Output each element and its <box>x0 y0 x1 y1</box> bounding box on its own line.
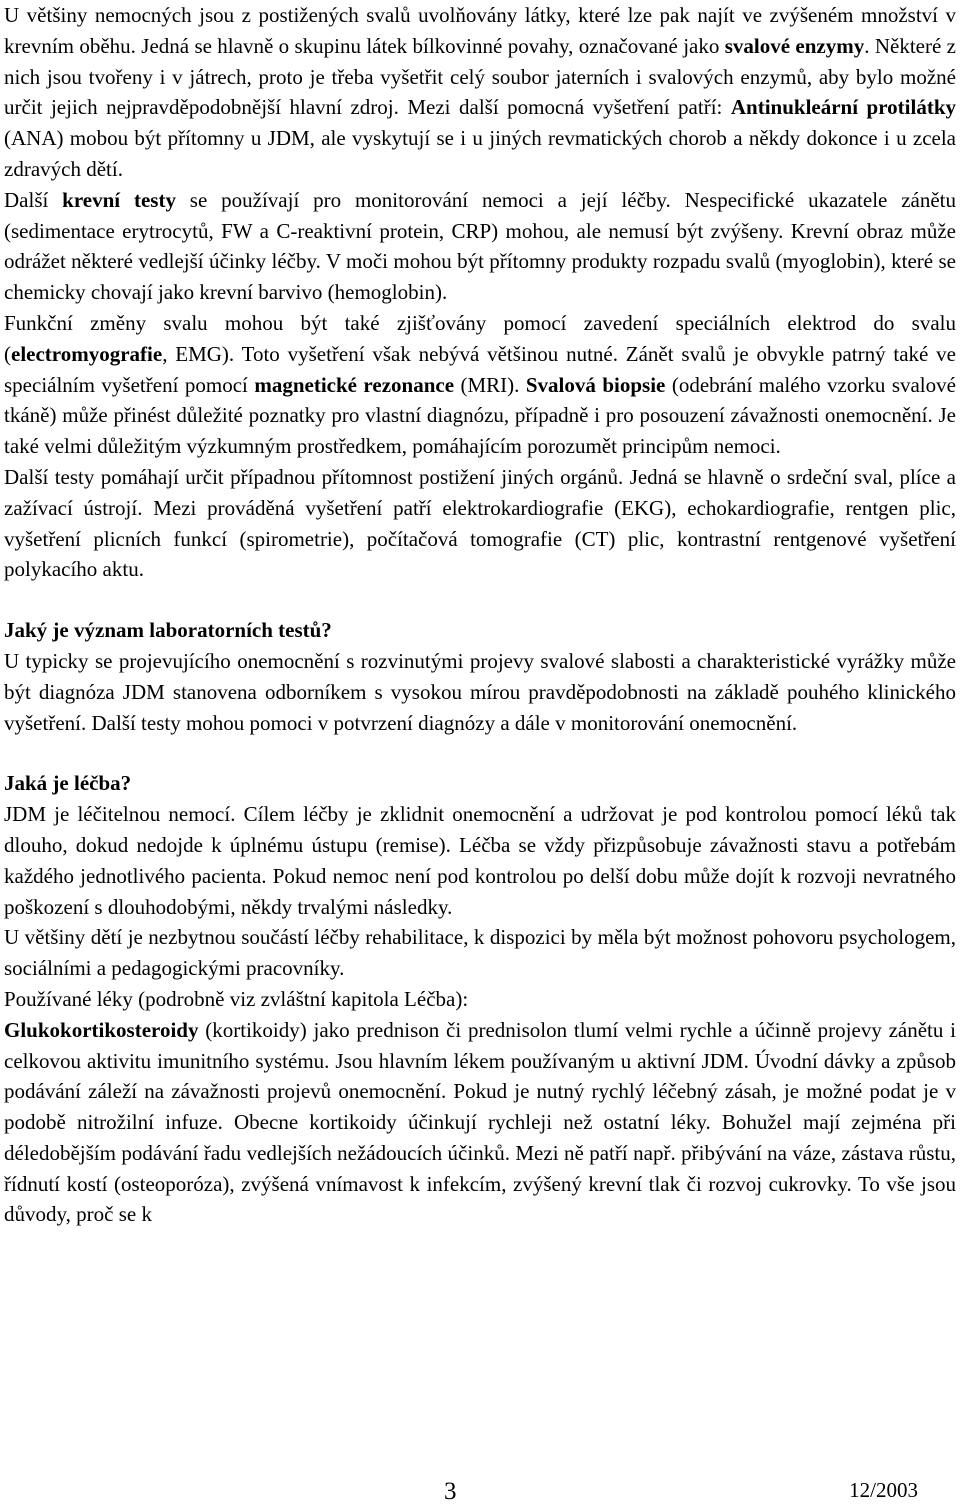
paragraph-other-organs: Další testy pomáhají určit případnou přítomnost postižení jiných orgánů. Jedná se hlavně o srdeční sval, plíce a zažívací ústrojí. Mezi prováděná vyšetření patří elektrokardiografie (EKG), echokardiografie, rentgen plic, vyšetření plicních funkcí (spirometrie), počítačová tomografie (CT) plic, kontrastní rentgenové vyšetření polykacího aktu. <box>4 464 956 582</box>
text: (MRI). <box>454 372 526 397</box>
paragraph-drugs-intro: Používané léky (podrobně viz zvláštní kapitola Léčba): <box>4 986 469 1011</box>
text: . Některé z nich jsou tvořeny i v játrech, proto je třeba vyšetřit celý soubor jaterních i svalových enzymů, aby bylo možné určit jejich nejpravděpodobnější hlavní zdroj. Mezi další pomocná vyšetření patří: <box>4 33 956 120</box>
text: se používají pro monitorování nemoci a její léčby. Nespecifické ukazatele zánětu (sedimentace erytrocytů, FW a C-reaktivní protein, CRP) mohou, ale nemusí být zvýšeny. Krevní obraz může odrážet některé vedlejší účinky léčby. V moči mohou být přítomny produkty rozpadu svalů (myoglobin), které se chemicky chovají jako krevní barvivo (hemoglobin). <box>4 187 956 305</box>
paragraph-blood-tests <box>4 185 956 308</box>
spacer <box>4 585 956 615</box>
text: , EMG). Toto vyšetření však nebývá většinou nutné. Zánět svalů je obvykle patrný také ve speciálním vyšetření pomocí <box>4 341 956 397</box>
term-ana: Antinukleární protilátky <box>730 95 956 120</box>
paragraph-lab-enzymes <box>4 0 956 185</box>
term-svalova-biopsie: Svalová biopsie <box>525 372 666 397</box>
page-footer <box>0 1478 960 1510</box>
text: (kortikoidy) jako prednison či prednisolon tlumí velmi rychle a účinně projevy zánětu i celkovou aktivitu imunitního systému. Jsou hlavním lékem používaným u aktivní JDM. Úvodní dávky a způsob podávání záleží na závažnosti projevů onemocnění. Pokud je nutný rychlý léčebný zásah, je možné podat je v podobě nitrožilní infuze. Obecne kortikoidy účinkují rychleji než ostatní léky. Bohužel mají zejména při déledobějším podávání řadu vedlejších nežádoucích účinků. Mezi ně patří např. přibývání na váze, zástava růstu, řídnutí kostí (osteoporóza), zvýšená vnímavost k infekcím, zvýšený krevní tlak či rozvoj cukrovky. To vše jsou důvody, proč se k <box>4 1017 956 1227</box>
text: U většiny nemocných jsou z postižených svalů uvolňovány látky, které lze pak najít ve zvýšeném množství v krevním oběhu. Jedná se hlavně o skupinu látek bílkovinné povahy, označované jako <box>4 3 956 58</box>
term-magneticke-rezonance: magnetické rezonance <box>254 372 455 397</box>
heading-treatment: Jaká je léčba? <box>4 771 132 796</box>
term-electromyografie: electromyografie <box>11 341 163 366</box>
term-svalove-enzymy: svalové enzymy <box>724 33 865 58</box>
page-number: 3 <box>444 1478 457 1505</box>
paragraph-diagnosis: U typicky se projevujícího onemocnění s rozvinutými projevy svalové slabosti a charakteristické vyrážky může být diagnóza JDM stanovena odborníkem s vysokou mírou pravděpodobnosti na základě pouhého klinického vyšetření. Další testy mohou pomoci v potvrzení diagnózy a dále v monitorování onemocnění. <box>4 648 956 735</box>
term-krevni-testy: krevní testy <box>62 187 176 212</box>
paragraph-treatment: JDM je léčitelnou nemocí. Cílem léčby je zklidnit onemocnění a udržovat je pod kontrolou pomocí léků tak dlouho, dokud nedojde k úplnému ústupu (remise). Léčba se vždy přizpůsobuje závažnosti stavu a potřebám každého jednotlivého pacienta. Pokud nemoc není pod kontrolou po delší dobu může dojít k rozvoji nevratného poškození s dlouhodobými, někdy trvalými následky. <box>4 802 956 919</box>
heading-lab-tests: Jaký je význam laboratorních testů? <box>4 618 332 643</box>
text: (ANA) mobou být přítomny u JDM, ale vyskytují se i u jiných revmatických chorob a někdy dokonce i u zcela zdravých dětí. <box>4 126 956 181</box>
paragraph-emg-mri-biopsy <box>4 308 956 462</box>
text: Další <box>4 187 63 212</box>
paragraph-glucocorticoids <box>4 1015 956 1231</box>
text: (odebrání malého vzorku svalové tkáně) může přinést důležité poznatky pro vlastní diagnózu, případně i pro posouzení závažnosti onemocnění. Je také velmi důležitým výzkumným prostředkem, pomáhajícím porozumět principům nemoci. <box>4 372 956 459</box>
spacer <box>4 738 956 768</box>
term-glukokortikosteroidy: Glukokortikosteroidy <box>4 1017 199 1042</box>
paragraph-rehabilitation: U většiny dětí je nezbytnou součástí léčby rehabilitace, k dispozici by měla být možnost pohovoru psychologem, sociálními a pedagogickými pracovníky. <box>4 925 956 981</box>
text: Funkční změny svalu mohou být také zjišťovány pomocí zavedení speciálních elektrod do svalu ( <box>4 310 956 366</box>
document-page <box>4 0 956 1230</box>
footer-date: 12/2003 <box>849 1478 918 1502</box>
